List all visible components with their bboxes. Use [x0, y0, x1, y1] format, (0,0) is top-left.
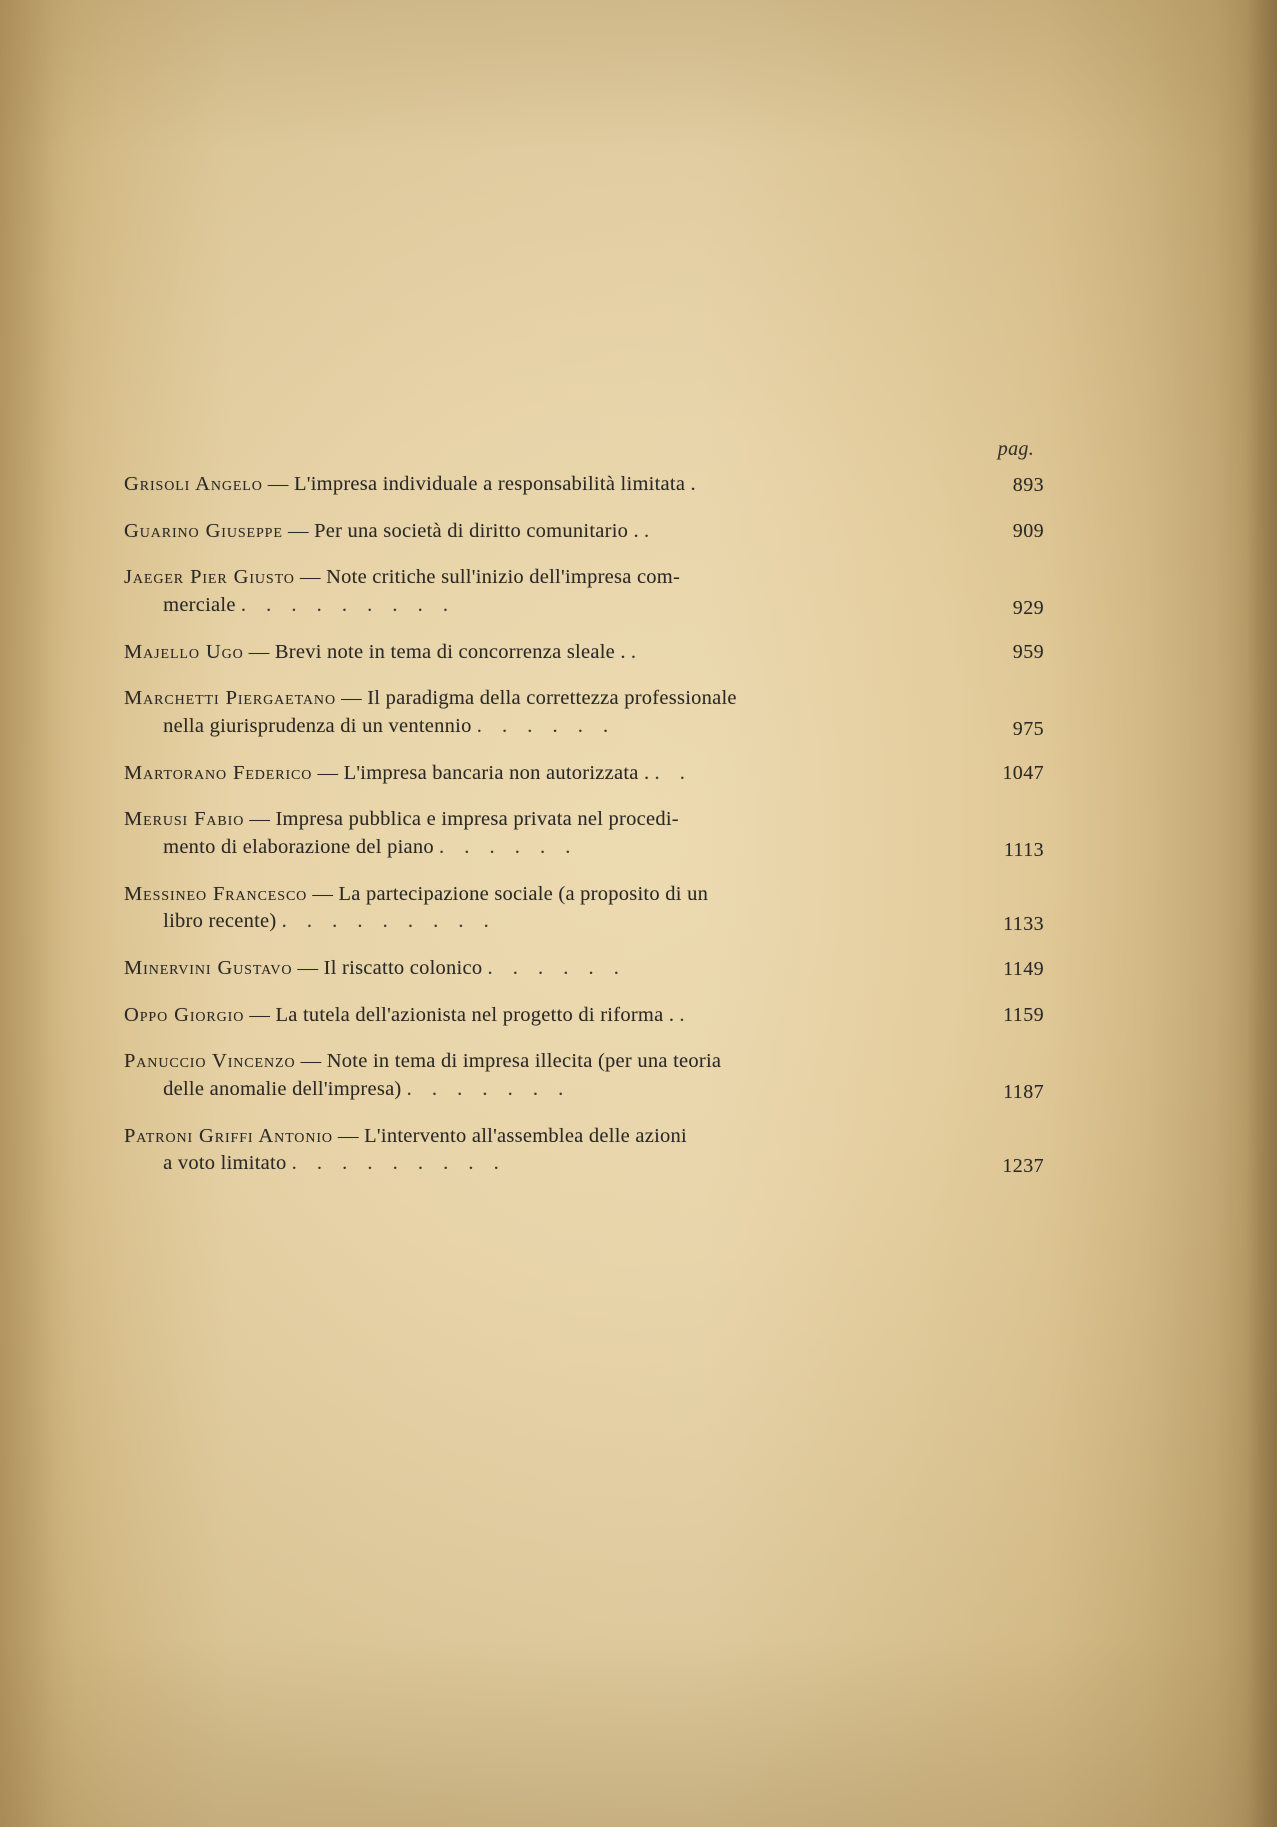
list-item[interactable]: [124, 639, 1044, 667]
entry-author: Guarino Giuseppe: [124, 519, 283, 542]
entry-leader-dots: . . . . . . .: [406, 1078, 571, 1101]
entry-leader-dots: .: [630, 640, 644, 663]
entry-title-cont: mento di elaborazione del piano: [163, 836, 434, 859]
entry-dash: —: [249, 808, 271, 831]
entry-leader-dots: . . . . . .: [439, 836, 578, 859]
entry-leader-dots: . . . . . .: [476, 715, 616, 738]
entry-title-cont: delle anomalie dell'impresa): [163, 1078, 402, 1101]
entry-leader-dots: .: [679, 1003, 692, 1026]
entry-author: Patroni Griffi Antonio: [124, 1124, 333, 1147]
list-item[interactable]: [124, 1048, 1044, 1103]
entry-leader-dots: . . . . . . . . .: [240, 594, 456, 617]
entry-dash: —: [267, 473, 289, 495]
list-item[interactable]: [124, 806, 1044, 861]
entry-author: Minervini Gustavo: [124, 957, 293, 980]
entry-title: Il paradigma della correttezza professionale: [367, 687, 737, 710]
entry-title: L'impresa individuale a responsabilità limitata .: [294, 473, 696, 495]
entry-page-number: 1133: [1003, 913, 1044, 936]
entry-dash: —: [299, 566, 321, 589]
entry-page-number: 975: [1012, 717, 1044, 740]
list-item[interactable]: [124, 760, 1044, 788]
entry-page-number: 1187: [1003, 1080, 1044, 1103]
entry-title-cont: a voto limitato: [163, 1152, 287, 1175]
entry-author: Jaeger Pier Giusto: [124, 566, 295, 589]
entry-leader-dots: . . . . . . . . .: [291, 1152, 507, 1175]
entry-page-number: 1149: [1003, 957, 1044, 980]
entry-page-number: 1237: [1002, 1155, 1044, 1178]
entry-title-cont: merciale: [163, 594, 236, 617]
entry-page-number: 1159: [1003, 1004, 1044, 1027]
list-item[interactable]: [124, 471, 1044, 499]
entry-author: Merusi Fabio: [124, 808, 245, 831]
entry-page-number: 959: [1012, 641, 1044, 664]
entry-author: Grisoli Angelo: [124, 473, 263, 495]
entry-dash: —: [312, 882, 334, 905]
entry-title: La tutela dell'azionista nel progetto di riforma .: [275, 1003, 675, 1026]
entry-title: L'impresa bancaria non autorizzata .: [343, 761, 650, 784]
entry-dash: —: [248, 640, 270, 663]
entry-title: Il riscatto colonico: [323, 957, 483, 980]
list-item[interactable]: [124, 955, 1044, 983]
entry-title: Per una società di diritto comunitario .: [314, 519, 639, 542]
entry-dash: —: [300, 1050, 322, 1073]
page-column-header: pag.: [997, 438, 1034, 460]
entry-leader-dots: .: [644, 519, 657, 542]
entry-author: Martorano Federico: [124, 761, 313, 784]
entry-title-cont: nella giurisprudenza di un ventennio: [163, 715, 472, 738]
list-item[interactable]: [124, 1002, 1044, 1030]
entry-leader-dots: . . . . . . . . .: [281, 910, 497, 933]
entry-page-number: 1113: [1003, 838, 1044, 861]
entry-title: Note in tema di impresa illecita (per una teoria: [326, 1050, 722, 1073]
entry-author: Oppo Giorgio: [124, 1003, 245, 1026]
entry-title: L'intervento all'assemblea delle azioni: [364, 1124, 687, 1147]
entry-leader-dots: . . . . . .: [487, 957, 627, 980]
entry-title: Impresa pubblica e impresa privata nel procedi-: [275, 808, 679, 831]
entry-dash: —: [338, 1124, 360, 1147]
entry-title-cont: libro recente): [163, 910, 277, 933]
entry-author: Messineo Francesco: [124, 882, 308, 905]
entry-dash: —: [317, 761, 339, 784]
entry-author: Marchetti Piergaetano: [124, 687, 336, 710]
entry-dash: —: [249, 1003, 271, 1026]
table-of-contents: [124, 438, 1044, 1197]
list-item[interactable]: [124, 685, 1044, 740]
list-item[interactable]: [124, 881, 1044, 936]
entry-page-number: 893: [1012, 473, 1044, 496]
entry-page-number: 1047: [1002, 762, 1044, 785]
entry-dash: —: [297, 957, 319, 980]
entry-author: Panuccio Vincenzo: [124, 1050, 296, 1073]
entry-title: La partecipazione sociale (a proposito di un: [338, 882, 709, 905]
list-item[interactable]: [124, 564, 1044, 619]
entry-title: Note critiche sull'inizio dell'impresa com-: [326, 566, 681, 589]
entry-dash: —: [341, 687, 363, 710]
list-item[interactable]: [124, 518, 1044, 546]
entry-title: Brevi note in tema di concorrenza sleale .: [274, 640, 626, 663]
entry-page-number: 929: [1012, 596, 1044, 619]
list-item[interactable]: [124, 1123, 1044, 1178]
entry-page-number: 909: [1012, 520, 1044, 543]
toc-list: [124, 471, 1044, 1178]
entry-dash: —: [287, 519, 309, 542]
entry-leader-dots: . .: [654, 761, 693, 784]
entry-author: Majello Ugo: [124, 640, 244, 663]
